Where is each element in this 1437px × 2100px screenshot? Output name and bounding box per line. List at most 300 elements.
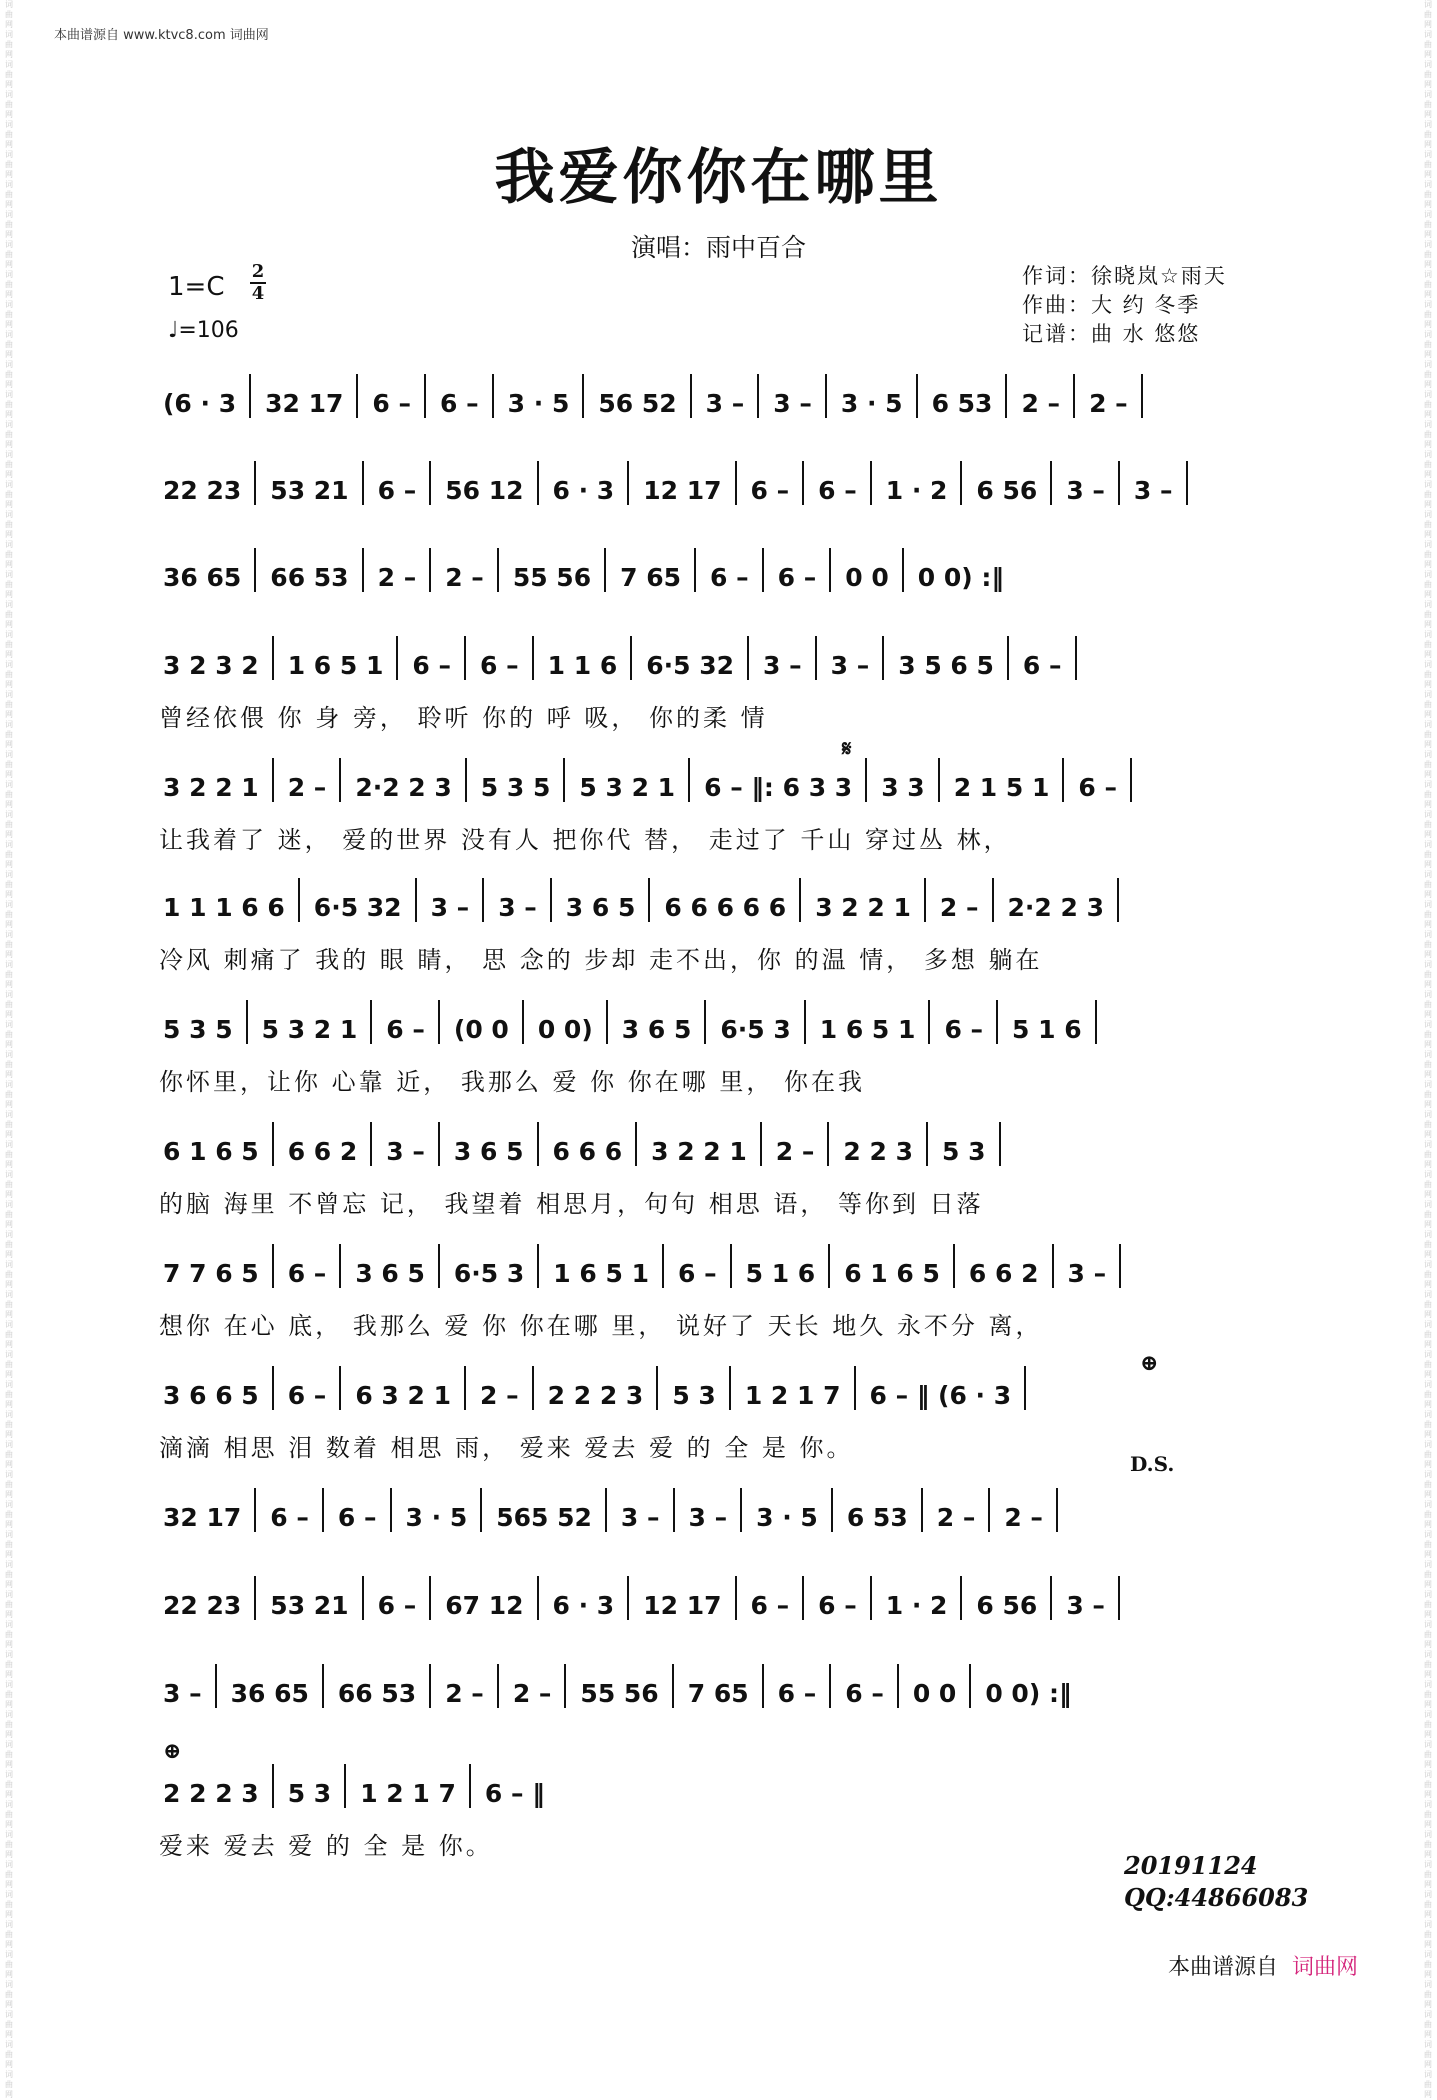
measure: 3 –: [1133, 476, 1173, 505]
measure: 5 3: [942, 1137, 986, 1166]
measure: 6 56: [976, 476, 1038, 505]
bar-line: [246, 1000, 248, 1044]
measure: 1 · 2: [885, 476, 948, 505]
measure: 6 –: [750, 1591, 790, 1620]
bar-line: [537, 1122, 539, 1166]
measure: 1 2 1 7: [744, 1381, 841, 1410]
staff-notes: [163, 1768, 554, 1808]
staff-line-8: [159, 1126, 1273, 1246]
bar-line: [635, 1122, 637, 1166]
bar-line: [1052, 1244, 1054, 1288]
measure: 6 – ‖ (6 · 3: [869, 1381, 1012, 1410]
staff-line-6: [159, 882, 1273, 1002]
bar-line: [938, 758, 940, 802]
measure: 6 –: [1022, 651, 1062, 680]
bar-line: [735, 461, 737, 505]
bar-line: [673, 1488, 675, 1532]
bar-line: [829, 1664, 831, 1708]
measure: 6·5 3: [720, 1015, 791, 1044]
measure: 6 –: [818, 1591, 857, 1620]
bar-line: [362, 461, 364, 505]
measure: 2 –: [775, 1137, 815, 1166]
measure: 3 · 5: [840, 389, 903, 418]
bar-line: [339, 1366, 341, 1410]
bar-line: [656, 1366, 658, 1410]
measure: 1 6 5 1: [819, 1015, 916, 1044]
measure: 6 –: [777, 563, 817, 592]
measure: 3 –: [830, 651, 870, 680]
bar-line: [215, 1664, 217, 1708]
bar-line: [254, 461, 256, 505]
bar-line: [370, 1122, 372, 1166]
measure: 2·2 2 3: [355, 773, 452, 802]
bar-line: [537, 461, 539, 505]
measure: 32 17: [163, 1503, 242, 1532]
measure: 2 –: [480, 1381, 519, 1410]
measure: 6 –: [287, 1381, 327, 1410]
bar-line: [870, 1576, 872, 1620]
bar-line: [438, 1122, 440, 1166]
left-watermark-strip: 词曲网 词曲网 词曲网 词曲网 词曲网 词曲网 词曲网 词曲网 词曲网 词曲网 词曲网 词曲网 词曲网 词曲网 词曲网 词曲网 词曲网 词曲网 词曲网 词曲网 词曲网 词曲网 词曲网 词曲网 词曲网 词曲网 词曲网 词曲网 词曲网 词曲网 词曲网 词曲网 词曲网 词曲网 词曲网 词曲网 词曲网 词曲网 词曲网 词曲网 词曲网 词曲网 词曲网 词曲网 词曲网 词曲网 词曲网 词曲网 词曲网 词曲网 词曲网 词曲网 词曲网 词曲网 词曲网 词曲网 词曲网 词曲网 词曲网 词曲网 词曲网 词曲网 词曲网 词曲网 词曲网 词曲网 词曲网 词曲网 词曲网 词曲网: [5, 0, 13, 2099]
measure: 53 21: [270, 1591, 349, 1620]
staff-line-9: [159, 1248, 1273, 1368]
bar-line: [1050, 461, 1052, 505]
bar-line: [897, 1664, 899, 1708]
date-line: 20191124: [1124, 1851, 1258, 1880]
measure: 6 6 2: [968, 1259, 1039, 1288]
bar-line: [729, 1366, 731, 1410]
measure: 6 3 2 1: [355, 1381, 452, 1410]
measure: 2 –: [445, 1679, 484, 1708]
measure: 2·2 2 3: [1007, 893, 1104, 922]
bar-line: [672, 1664, 674, 1708]
segno-mark: 𝄋: [842, 736, 852, 762]
bar-line: [960, 1576, 962, 1620]
staff-lyrics: 你怀里，让你 心靠 近， 我那么 爱 你 你在哪 里， 你在我: [159, 1068, 866, 1096]
bar-line: [492, 374, 494, 418]
measure: 0 0) :‖: [917, 563, 1004, 592]
measure: 6 –: [412, 651, 452, 680]
bar-line: [604, 548, 606, 592]
measure: 2 –: [1004, 1503, 1043, 1532]
bar-line: [563, 758, 565, 802]
measure: 2 –: [1089, 389, 1128, 418]
measure: 22 23: [163, 476, 242, 505]
footer-brand-link[interactable]: 词曲网: [1292, 1955, 1359, 1980]
measure: 6 53: [846, 1503, 908, 1532]
bar-line: [747, 636, 749, 680]
bar-line: [438, 1244, 440, 1288]
bar-line: [272, 1366, 274, 1410]
bar-line: [704, 1000, 706, 1044]
measure: 3 6 6 5: [163, 1381, 259, 1410]
staff-line-5: [159, 762, 1273, 882]
measure: 53 21: [270, 476, 349, 505]
measure: 2 –: [1021, 389, 1061, 418]
staff-line-10: [159, 1370, 1273, 1490]
bar-line: [815, 636, 817, 680]
measure: 6 –: [944, 1015, 984, 1044]
bar-line: [827, 1122, 829, 1166]
measure: 5 3 2 1: [261, 1015, 358, 1044]
staff-notes: [163, 378, 1166, 418]
staff-notes: [163, 640, 1100, 680]
measure: 6 –: [710, 563, 749, 592]
measure: 2 2 2 3: [547, 1381, 644, 1410]
measure: 56 12: [445, 476, 524, 505]
ds-mark: D.S.: [1130, 1452, 1175, 1476]
measure: 3 –: [430, 893, 470, 922]
staff-lyrics: 爱来 爱去 爱 的 全 是 你。: [159, 1832, 493, 1860]
measure: 3 · 5: [405, 1503, 468, 1532]
bar-line: [730, 1244, 732, 1288]
staff-notes: [163, 1370, 1049, 1410]
measure: 0 0) :‖: [985, 1679, 1072, 1708]
measure: 2 –: [512, 1679, 552, 1708]
measure: 12 17: [643, 476, 722, 505]
coda-mark-top: ⊕: [1140, 1350, 1159, 1376]
measure: 1 1 1 6 6: [163, 893, 285, 922]
measure: 3 5 6 5: [898, 651, 994, 680]
key-signature: 1=C: [168, 272, 225, 302]
bar-line: [1130, 758, 1132, 802]
measure: 5 3: [287, 1779, 332, 1808]
bar-line: [829, 548, 831, 592]
bar-line: [1075, 636, 1077, 680]
measure: 6 –: [386, 1015, 425, 1044]
bar-line: [298, 878, 300, 922]
bar-line: [762, 1664, 764, 1708]
measure: 3 –: [163, 1679, 202, 1708]
bar-line: [532, 636, 534, 680]
bar-line: [415, 878, 417, 922]
singer-line: 演唱：雨中百合: [630, 233, 806, 262]
measure: 3 –: [688, 1503, 728, 1532]
measure: 3 2 3 2: [163, 651, 259, 680]
measure: 3 –: [620, 1503, 660, 1532]
measure: 5 1 6: [1012, 1015, 1082, 1044]
transcriber-credit: 记谱：曲 水 悠悠: [1022, 322, 1201, 346]
measure: 2 2 3: [843, 1137, 913, 1166]
date-block: [1124, 1850, 1308, 1914]
bar-line: [1117, 878, 1119, 922]
bar-line: [760, 1122, 762, 1166]
bar-line: [969, 1664, 971, 1708]
bar-line: [802, 1576, 804, 1620]
measure: 32 17: [265, 389, 344, 418]
measure: 36 65: [163, 563, 242, 592]
footer-source: [1168, 1950, 1358, 1981]
bar-line: [424, 374, 426, 418]
song-title: 我爱你你在哪里: [494, 143, 943, 213]
staff-notes: [163, 762, 1155, 802]
time-signature-bottom: 4: [251, 283, 265, 304]
measure: 6 1 6 5: [163, 1137, 259, 1166]
bar-line: [1118, 1576, 1120, 1620]
bar-line: [396, 636, 398, 680]
measure: 3 –: [386, 1137, 425, 1166]
staff-notes: [163, 1248, 1144, 1288]
measure: 3 –: [498, 893, 537, 922]
measure: 6 6 6: [552, 1137, 623, 1166]
bar-line: [740, 1488, 742, 1532]
bar-line: [648, 878, 650, 922]
bar-line: [550, 878, 552, 922]
bar-line: [605, 1488, 607, 1532]
measure: 6·5 3: [453, 1259, 525, 1288]
bar-line: [802, 461, 804, 505]
staff-lyrics: 的脑 海里 不曾忘 记， 我望着 相思月，句句 相思 语， 等你到 日落: [159, 1190, 984, 1218]
bar-line: [804, 1000, 806, 1044]
bar-line: [921, 1488, 923, 1532]
bar-line: [254, 548, 256, 592]
bar-line: [606, 1000, 608, 1044]
measure: 1 2 1 7: [360, 1779, 456, 1808]
bar-line: [831, 1488, 833, 1532]
bar-line: [438, 1000, 440, 1044]
measure: 6 –: [287, 1259, 327, 1288]
measure: 3 6 5: [565, 893, 636, 922]
bar-line: [339, 1244, 341, 1288]
measure: 0 0: [845, 563, 889, 592]
bar-line: [537, 1576, 539, 1620]
bar-line: [627, 1576, 629, 1620]
measure: 1 · 2: [885, 1591, 948, 1620]
bar-line: [865, 758, 867, 802]
measure: 1 1 6: [547, 651, 618, 680]
measure: 3 –: [1067, 1259, 1107, 1288]
staff-notes: [163, 465, 1211, 505]
bar-line: [1062, 758, 1064, 802]
staff-notes: [163, 1580, 1143, 1620]
measure: 22 23: [163, 1591, 242, 1620]
lyricist-credit: 作词：徐晓岚☆雨天: [1022, 264, 1227, 288]
bar-line: [1073, 374, 1075, 418]
measure: 6 · 3: [552, 1591, 615, 1620]
bar-line: [953, 1244, 955, 1288]
bar-line: [429, 461, 431, 505]
bar-line: [926, 1122, 928, 1166]
bar-line: [1024, 1366, 1026, 1410]
measure: 6 –: [777, 1679, 817, 1708]
bar-line: [1007, 636, 1009, 680]
bar-line: [497, 1664, 499, 1708]
bar-line: [870, 461, 872, 505]
staff-notes: [163, 882, 1142, 922]
measure: 36 65: [230, 1679, 309, 1708]
measure: 6 –: [270, 1503, 309, 1532]
bar-line: [272, 758, 274, 802]
measure: 2 –: [377, 563, 417, 592]
staff-notes: [163, 1126, 1024, 1166]
bar-line: [254, 1576, 256, 1620]
staff-line-14: [159, 1768, 1273, 1888]
measure: 6 56: [976, 1591, 1038, 1620]
bar-line: [370, 1000, 372, 1044]
bar-line: [272, 1244, 274, 1288]
measure: 67 12: [445, 1591, 524, 1620]
bar-line: [1056, 1488, 1058, 1532]
measure: 2 –: [936, 1503, 976, 1532]
measure: 6 –: [678, 1259, 717, 1288]
measure: 6 1 6 5: [844, 1259, 940, 1288]
measure: 6 –: [845, 1679, 884, 1708]
measure: 6 · 3: [552, 476, 615, 505]
bar-line: [988, 1488, 990, 1532]
measure: 6 6 6 6 6: [664, 893, 787, 922]
top-source-label: 本曲谱源自 www.ktvc8.com 词曲网: [54, 28, 269, 43]
bar-line: [690, 374, 692, 418]
staff-line-7: [159, 1004, 1273, 1124]
measure: 55 56: [580, 1679, 659, 1708]
staff-lyrics: 想你 在心 底， 我那么 爱 你 你在哪 里， 说好了 天长 地久 永不分 离，: [159, 1312, 1043, 1340]
measure: 3 –: [763, 651, 802, 680]
time-signature-top: 2: [251, 261, 265, 282]
measure: 3 6 5: [355, 1259, 425, 1288]
qq-line: QQ:44866083: [1124, 1883, 1309, 1912]
staff-lyrics: 曾经依偎 你 身 旁， 聆听 你的 呼 吸， 你的柔 情: [159, 704, 768, 732]
bar-line: [1186, 461, 1188, 505]
measure: 6 –: [818, 476, 857, 505]
measure: 66 53: [270, 563, 349, 592]
measure: 6 –: [337, 1503, 377, 1532]
bar-line: [537, 1244, 539, 1288]
measure: 2 –: [287, 773, 327, 802]
bar-line: [390, 1488, 392, 1532]
bar-line: [757, 374, 759, 418]
measure: 3 6 5: [453, 1137, 524, 1166]
bar-line: [854, 1366, 856, 1410]
measure: 6 6 2: [287, 1137, 358, 1166]
bar-line: [828, 1244, 830, 1288]
measure: 3 3: [881, 773, 925, 802]
measure: 66 53: [337, 1679, 417, 1708]
staff-lyrics: 滴滴 相思 泪 数着 相思 雨， 爱来 爱去 爱 的 全 是 你。: [159, 1434, 854, 1462]
bar-line: [928, 1000, 930, 1044]
measure: 2 –: [445, 563, 484, 592]
bar-line: [960, 461, 962, 505]
measure: (0 0: [453, 1015, 509, 1044]
measure: 7 65: [620, 563, 681, 592]
measure: 7 7 6 5: [163, 1259, 259, 1288]
measure: 6 –: [750, 476, 790, 505]
measure: 3 6 5: [621, 1015, 692, 1044]
staff-notes: [163, 1492, 1081, 1532]
measure: 6 –: [440, 389, 479, 418]
coda-mark-bottom: ⊕: [163, 1738, 182, 1764]
bar-line: [694, 548, 696, 592]
bar-line: [662, 1244, 664, 1288]
measure: 3 2 2 1: [651, 1137, 747, 1166]
bar-line: [497, 548, 499, 592]
bar-line: [272, 1122, 274, 1166]
measure: 3 2 2 1: [163, 773, 259, 802]
measure: 6 –: [480, 651, 519, 680]
bar-line: [429, 1664, 431, 1708]
bar-line: [564, 1664, 566, 1708]
bar-line: [532, 1366, 534, 1410]
staff-lyrics: 冷风 刺痛了 我的 眼 睛， 思 念的 步却 走不出，你 的温 情， 多想 躺在: [159, 946, 1043, 974]
bar-line: [799, 878, 801, 922]
bar-line: [482, 878, 484, 922]
measure: 7 65: [687, 1679, 749, 1708]
measure: 3 2 2 1: [815, 893, 911, 922]
bar-line: [272, 1764, 274, 1808]
measure: 3 · 5: [507, 389, 570, 418]
bar-line: [356, 374, 358, 418]
bar-line: [465, 758, 467, 802]
measure: 2 2 2 3: [163, 1779, 259, 1808]
measure: 6 – ‖: [484, 1779, 545, 1808]
bar-line: [480, 1488, 482, 1532]
measure: 6 –: [377, 1591, 417, 1620]
bar-line: [762, 548, 764, 592]
bar-line: [429, 1576, 431, 1620]
composer-credit: 作曲：大 约 冬季: [1022, 293, 1201, 317]
bar-line: [1118, 461, 1120, 505]
measure: 56 52: [598, 389, 677, 418]
tempo-marking: ♩=106: [168, 318, 239, 343]
bar-line: [322, 1488, 324, 1532]
bar-line: [1005, 374, 1007, 418]
measure: 6 –: [1078, 773, 1118, 802]
bar-line: [1095, 1000, 1097, 1044]
measure: 2 1 5 1: [953, 773, 1050, 802]
measure: (6 · 3: [163, 389, 237, 418]
bar-line: [882, 636, 884, 680]
staff-line-4: [159, 640, 1273, 760]
bar-line: [735, 1576, 737, 1620]
bar-line: [522, 1000, 524, 1044]
staff-notes: [163, 1004, 1120, 1044]
staff-notes: [163, 552, 1013, 592]
footer-source-label: 本曲谱源自: [1168, 1955, 1279, 1980]
bar-line: [688, 758, 690, 802]
bar-line: [1050, 1576, 1052, 1620]
bar-line: [825, 374, 827, 418]
bar-line: [902, 548, 904, 592]
measure: 3 · 5: [756, 1503, 818, 1532]
bar-line: [630, 636, 632, 680]
measure: 5 3 5: [480, 773, 551, 802]
bar-line: [916, 374, 918, 418]
measure: 6·5 32: [646, 651, 734, 680]
bar-line: [272, 636, 274, 680]
measure: 3 –: [1066, 1591, 1105, 1620]
bar-line: [249, 374, 251, 418]
measure: 1 6 5 1: [553, 1259, 649, 1288]
bar-line: [1119, 1244, 1121, 1288]
measure: 3 –: [705, 389, 745, 418]
bar-line: [339, 758, 341, 802]
bar-line: [992, 878, 994, 922]
measure: 6 –: [377, 476, 417, 505]
measure: 5 1 6: [745, 1259, 816, 1288]
measure: 55 56: [512, 563, 592, 592]
bar-line: [469, 1764, 471, 1808]
measure: 6 – ‖: 6 3 3: [704, 773, 853, 802]
measure: 5 3: [672, 1381, 716, 1410]
measure: 0 0): [537, 1015, 593, 1044]
bar-line: [344, 1764, 346, 1808]
measure: 5 3 2 1: [579, 773, 676, 802]
measure: 6·5 32: [313, 893, 402, 922]
measure: 12 17: [643, 1591, 722, 1620]
credits-block: [1022, 262, 1227, 349]
bar-line: [627, 461, 629, 505]
time-signature: [250, 262, 266, 304]
bar-line: [362, 548, 364, 592]
